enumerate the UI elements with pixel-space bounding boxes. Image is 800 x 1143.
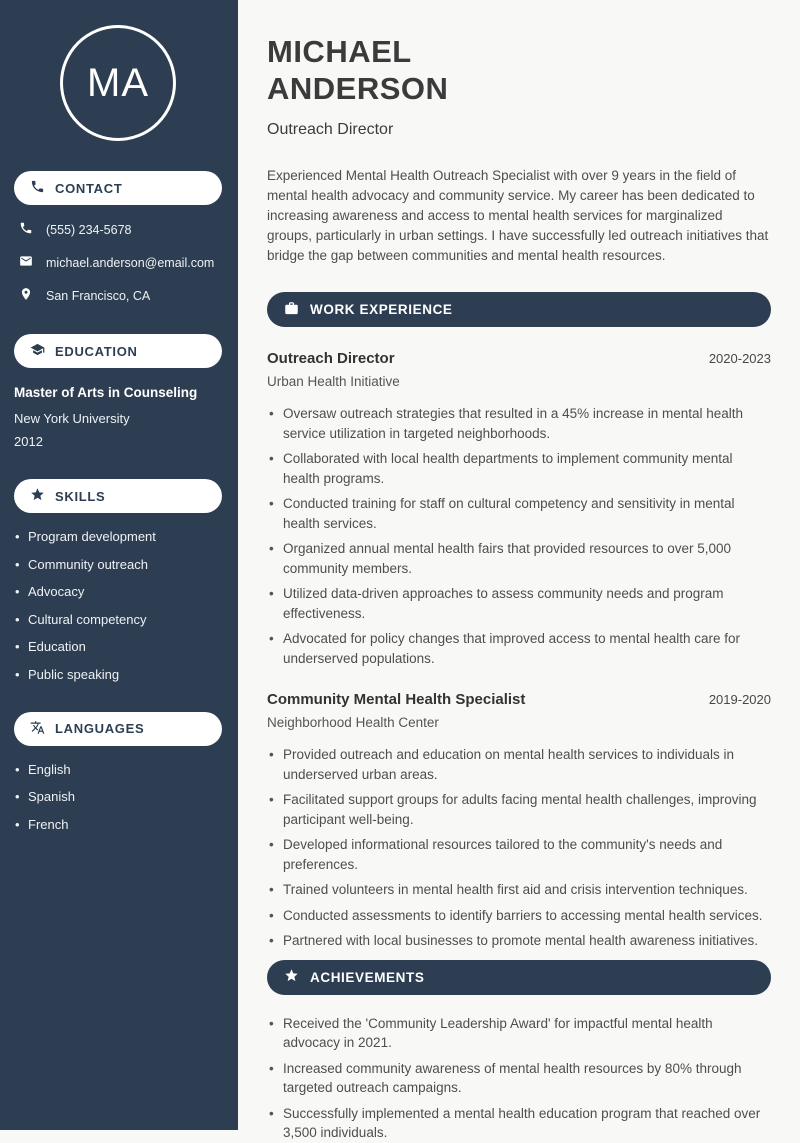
job-bullet: • Provided outreach and education on mental health services to individuals in underserved urban areas. <box>267 745 771 784</box>
skill-item: • Cultural competency <box>14 612 222 627</box>
contact-phone <box>14 221 222 238</box>
work-experience-title: WORK EXPERIENCE <box>310 302 453 317</box>
job-bullet: • Developed informational resources tailored to the community's needs and preferences. <box>267 835 771 874</box>
contact-location-text: San Francisco, CA <box>46 288 151 303</box>
language-item: • Spanish <box>14 789 222 804</box>
contact-section <box>14 171 222 304</box>
skill-item: • Program development <box>14 529 222 544</box>
job-bullet: • Conducted training for staff on cultural competency and sensitivity in mental health services. <box>267 494 771 533</box>
work-experience-header <box>267 292 771 327</box>
language-item: • English <box>14 762 222 777</box>
envelope-icon <box>19 254 33 271</box>
contact-phone-text: (555) 234-5678 <box>46 222 132 237</box>
job-bullet: • Utilized data-driven approaches to assess community needs and program effectiveness. <box>267 584 771 623</box>
page-title <box>267 33 771 107</box>
contact-section-title: CONTACT <box>55 180 123 196</box>
education-degree: Master of Arts in Counseling <box>14 385 198 400</box>
achievements-list <box>267 1014 771 1143</box>
avatar-initials: MA <box>87 60 149 105</box>
job-bullet-list <box>267 404 771 668</box>
graduation-cap-icon <box>30 342 45 360</box>
skill-item: • Community outreach <box>14 557 222 572</box>
achievement-bullet: • Received the 'Community Leadership Award' for impactful mental health advocacy in 2021. <box>267 1014 771 1053</box>
job-company: Neighborhood Health Center <box>267 715 439 730</box>
skill-item: • Education <box>14 639 222 654</box>
skills-section <box>14 479 222 682</box>
job-dates: 2019-2020 <box>708 692 771 707</box>
skills-section-header <box>14 479 222 513</box>
job-entry <box>267 350 771 668</box>
job-bullet: • Oversaw outreach strategies that resulted in a 45% increase in mental health service utilization in targeted neighborhoods. <box>267 404 771 443</box>
achievements-title: ACHIEVEMENTS <box>310 969 425 985</box>
phone-icon <box>19 221 33 238</box>
skills-section-title: SKILLS <box>55 488 106 504</box>
languages-section-title: LANGUAGES <box>55 721 145 736</box>
main-content <box>238 0 800 1140</box>
job-bullet: • Facilitated support groups for adults facing mental health challenges, improving participant well-being. <box>267 790 771 829</box>
job-header <box>267 691 771 708</box>
job-entry <box>267 691 771 951</box>
languages-list <box>14 762 222 832</box>
star-icon <box>30 487 45 505</box>
achievements-header <box>267 960 771 995</box>
job-company: Urban Health Initiative <box>267 374 400 389</box>
languages-section <box>14 712 222 832</box>
job-bullet: • Partnered with local businesses to promote mental health awareness initiatives. <box>267 931 771 951</box>
job-header <box>267 350 771 367</box>
briefcase-icon <box>284 301 299 319</box>
job-bullet: • Organized annual mental health fairs that provided resources to over 5,000 community members. <box>267 539 771 578</box>
education-section-title: EDUCATION <box>55 343 138 359</box>
skill-item: • Advocacy <box>14 584 222 599</box>
contact-email <box>14 254 222 271</box>
name-line1: MICHAEL <box>267 34 412 69</box>
sidebar <box>0 0 238 1130</box>
language-item: • French <box>14 817 222 832</box>
job-bullet: • Collaborated with local health departments to implement community mental health programs. <box>267 449 771 488</box>
avatar <box>60 25 176 141</box>
achievement-bullet: • Increased community awareness of mental health resources by 80% through targeted outreach campaigns. <box>267 1059 771 1098</box>
skills-list <box>14 529 222 682</box>
job-dates: 2020-2023 <box>708 351 771 366</box>
languages-section-header <box>14 712 222 746</box>
name-line2: ANDERSON <box>267 71 449 106</box>
job-role: Community Mental Health Specialist <box>267 691 526 708</box>
contact-location <box>14 287 222 304</box>
job-bullet-list <box>267 745 771 951</box>
contact-email-text: michael.anderson@email.com <box>46 255 215 270</box>
education-section-header <box>14 334 222 368</box>
translate-icon <box>30 720 45 738</box>
achievement-bullet: • Successfully implemented a mental health education program that reached over 3,500 individuals. <box>267 1104 771 1143</box>
job-role: Outreach Director <box>267 350 395 367</box>
summary-paragraph: Experienced Mental Health Outreach Specialist with over 9 years in the field of mental health advocacy and community service. My career has been dedicated to increasing awareness and access to mental health services for marginalized groups, particularly in urban settings. I have successfully led outreach initiatives that bridge the gap between communities and mental health resources. <box>267 168 769 263</box>
job-bullet: • Conducted assessments to identify barriers to accessing mental health services. <box>267 906 771 926</box>
headline-job-title: Outreach Director <box>267 121 394 138</box>
contact-section-header <box>14 171 222 205</box>
job-bullet: • Advocated for policy changes that improved access to mental health care for underserved populations. <box>267 629 771 668</box>
education-section <box>14 334 222 449</box>
phone-icon <box>30 179 45 197</box>
job-bullet: • Trained volunteers in mental health first aid and crisis intervention techniques. <box>267 880 771 900</box>
star-icon <box>284 968 299 986</box>
education-school: New York University <box>14 411 130 426</box>
education-year: 2012 <box>14 434 43 449</box>
skill-item: • Public speaking <box>14 667 222 682</box>
location-pin-icon <box>19 287 33 304</box>
